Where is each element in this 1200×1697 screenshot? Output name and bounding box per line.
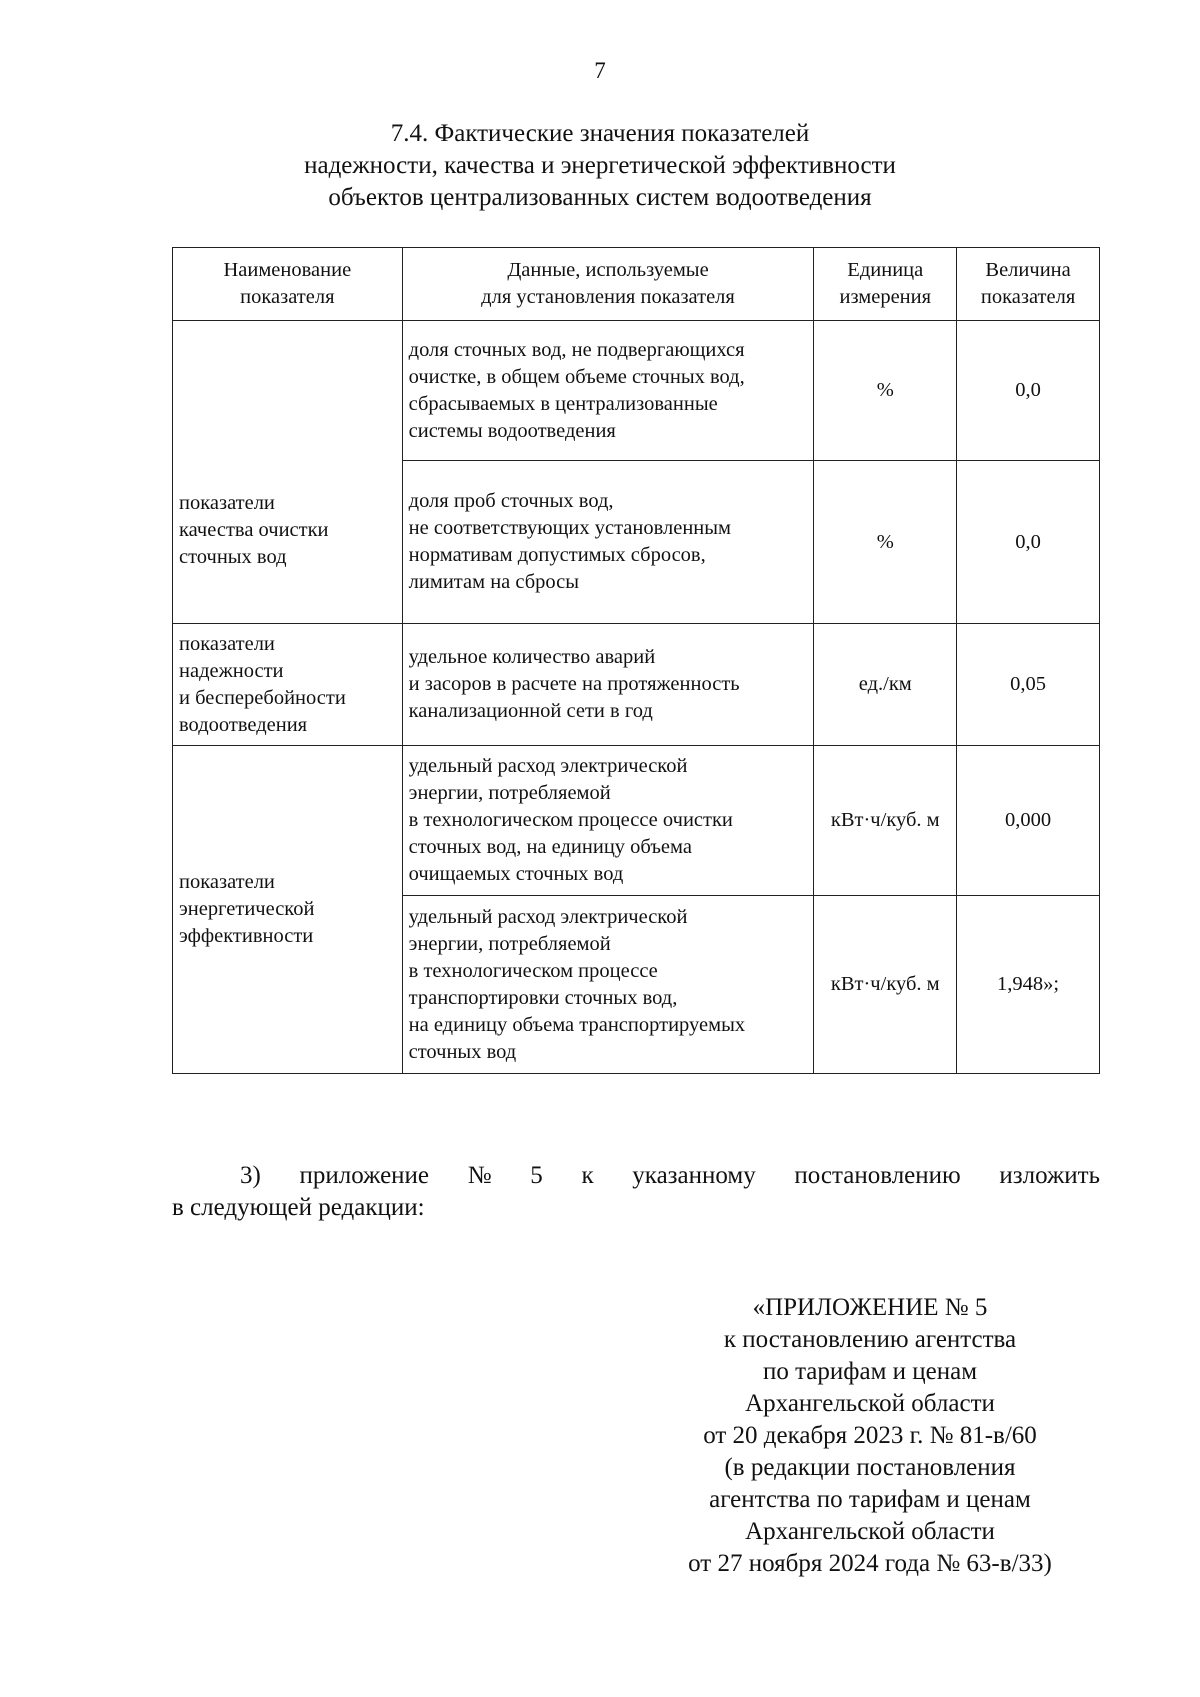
paragraph-line-2: в следующей редакции:	[172, 1194, 425, 1221]
paragraph-word: постановлению	[794, 1162, 961, 1189]
section-title-line: надежности, качества и энергетической эффективности	[304, 152, 896, 179]
paragraph-word: приложение	[299, 1162, 430, 1189]
indicators-table	[172, 247, 1100, 1074]
row-value: 0,0	[957, 321, 1100, 461]
paragraph-word: 3)	[240, 1162, 261, 1189]
row-desc: удельное количество аварий и засоров в расчете на протяженность канализационной сети в год	[402, 624, 814, 746]
header-unit: Единица измерения	[814, 248, 957, 321]
amendment-paragraph	[172, 1160, 1100, 1224]
paragraph-word: №	[467, 1162, 492, 1189]
appendix-line: к постановлению агентства	[723, 1326, 1017, 1353]
appendix-line: «ПРИЛОЖЕНИЕ № 5	[752, 1294, 988, 1321]
row-unit: ед./км	[814, 624, 957, 746]
paragraph-word: изложить	[999, 1162, 1100, 1189]
table-header-row	[173, 248, 1100, 321]
appendix-line: от 27 ноября 2024 года № 63-в/33)	[688, 1550, 1052, 1577]
section-title-line: объектов централизованных систем водоотведения	[328, 184, 872, 211]
paragraph-word: указанному	[632, 1162, 756, 1189]
appendix-line: от 20 декабря 2023 г. № 81-в/60	[703, 1422, 1037, 1449]
section-title	[200, 118, 1000, 214]
paragraph-line-1	[240, 1160, 1100, 1192]
row-unit: %	[814, 321, 957, 461]
appendix-line: Архангельской области	[745, 1390, 995, 1417]
row-value: 0,05	[957, 624, 1100, 746]
table-row	[173, 321, 1100, 461]
section-title-line: 7.4. Фактические значения показателей	[390, 120, 810, 147]
row-unit: кВт·ч/куб. м	[814, 896, 957, 1074]
header-name: Наименование показателя	[173, 248, 403, 321]
table-row	[173, 624, 1100, 746]
appendix-heading	[640, 1292, 1100, 1580]
page-number: 7	[594, 58, 606, 83]
row-desc: доля проб сточных вод, не соответствующих установленным нормативам допустимых сбросов, лимитам на сбросы	[402, 461, 814, 624]
appendix-line: по тарифам и ценам	[762, 1358, 978, 1385]
row-unit: кВт·ч/куб. м	[814, 746, 957, 896]
row-desc: удельный расход электрической энергии, потребляемой в технологическом процессе очистки сточных вод, на единицу объема очищаемых сточных вод	[402, 746, 814, 896]
appendix-line: Архангельской области	[745, 1518, 995, 1545]
group-name-reliability: показатели надежности и бесперебойности водоотведения	[173, 624, 403, 746]
row-value: 0,000	[957, 746, 1100, 896]
group-name-quality: показатели качества очистки сточных вод	[173, 321, 403, 624]
table-row	[173, 746, 1100, 896]
row-value: 0,0	[957, 461, 1100, 624]
row-desc: удельный расход электрической энергии, потребляемой в технологическом процессе транспортировки сточных вод, на единицу объема транспортируемых сточных вод	[402, 896, 814, 1074]
header-data: Данные, используемые для установления показателя	[402, 248, 814, 321]
appendix-line: (в редакции постановления	[724, 1454, 1016, 1481]
appendix-line: агентства по тарифам и ценам	[709, 1486, 1031, 1513]
paragraph-word: 5	[530, 1162, 543, 1189]
paragraph-word: к	[581, 1162, 594, 1189]
row-desc: доля сточных вод, не подвергающихся очистке, в общем объеме сточных вод, сбрасываемых в централизованные системы водоотведения	[402, 321, 814, 461]
row-value: 1,948»;	[957, 896, 1100, 1074]
row-unit: %	[814, 461, 957, 624]
header-value: Величина показателя	[957, 248, 1100, 321]
group-name-energy: показатели энергетической эффективности	[173, 746, 403, 1074]
